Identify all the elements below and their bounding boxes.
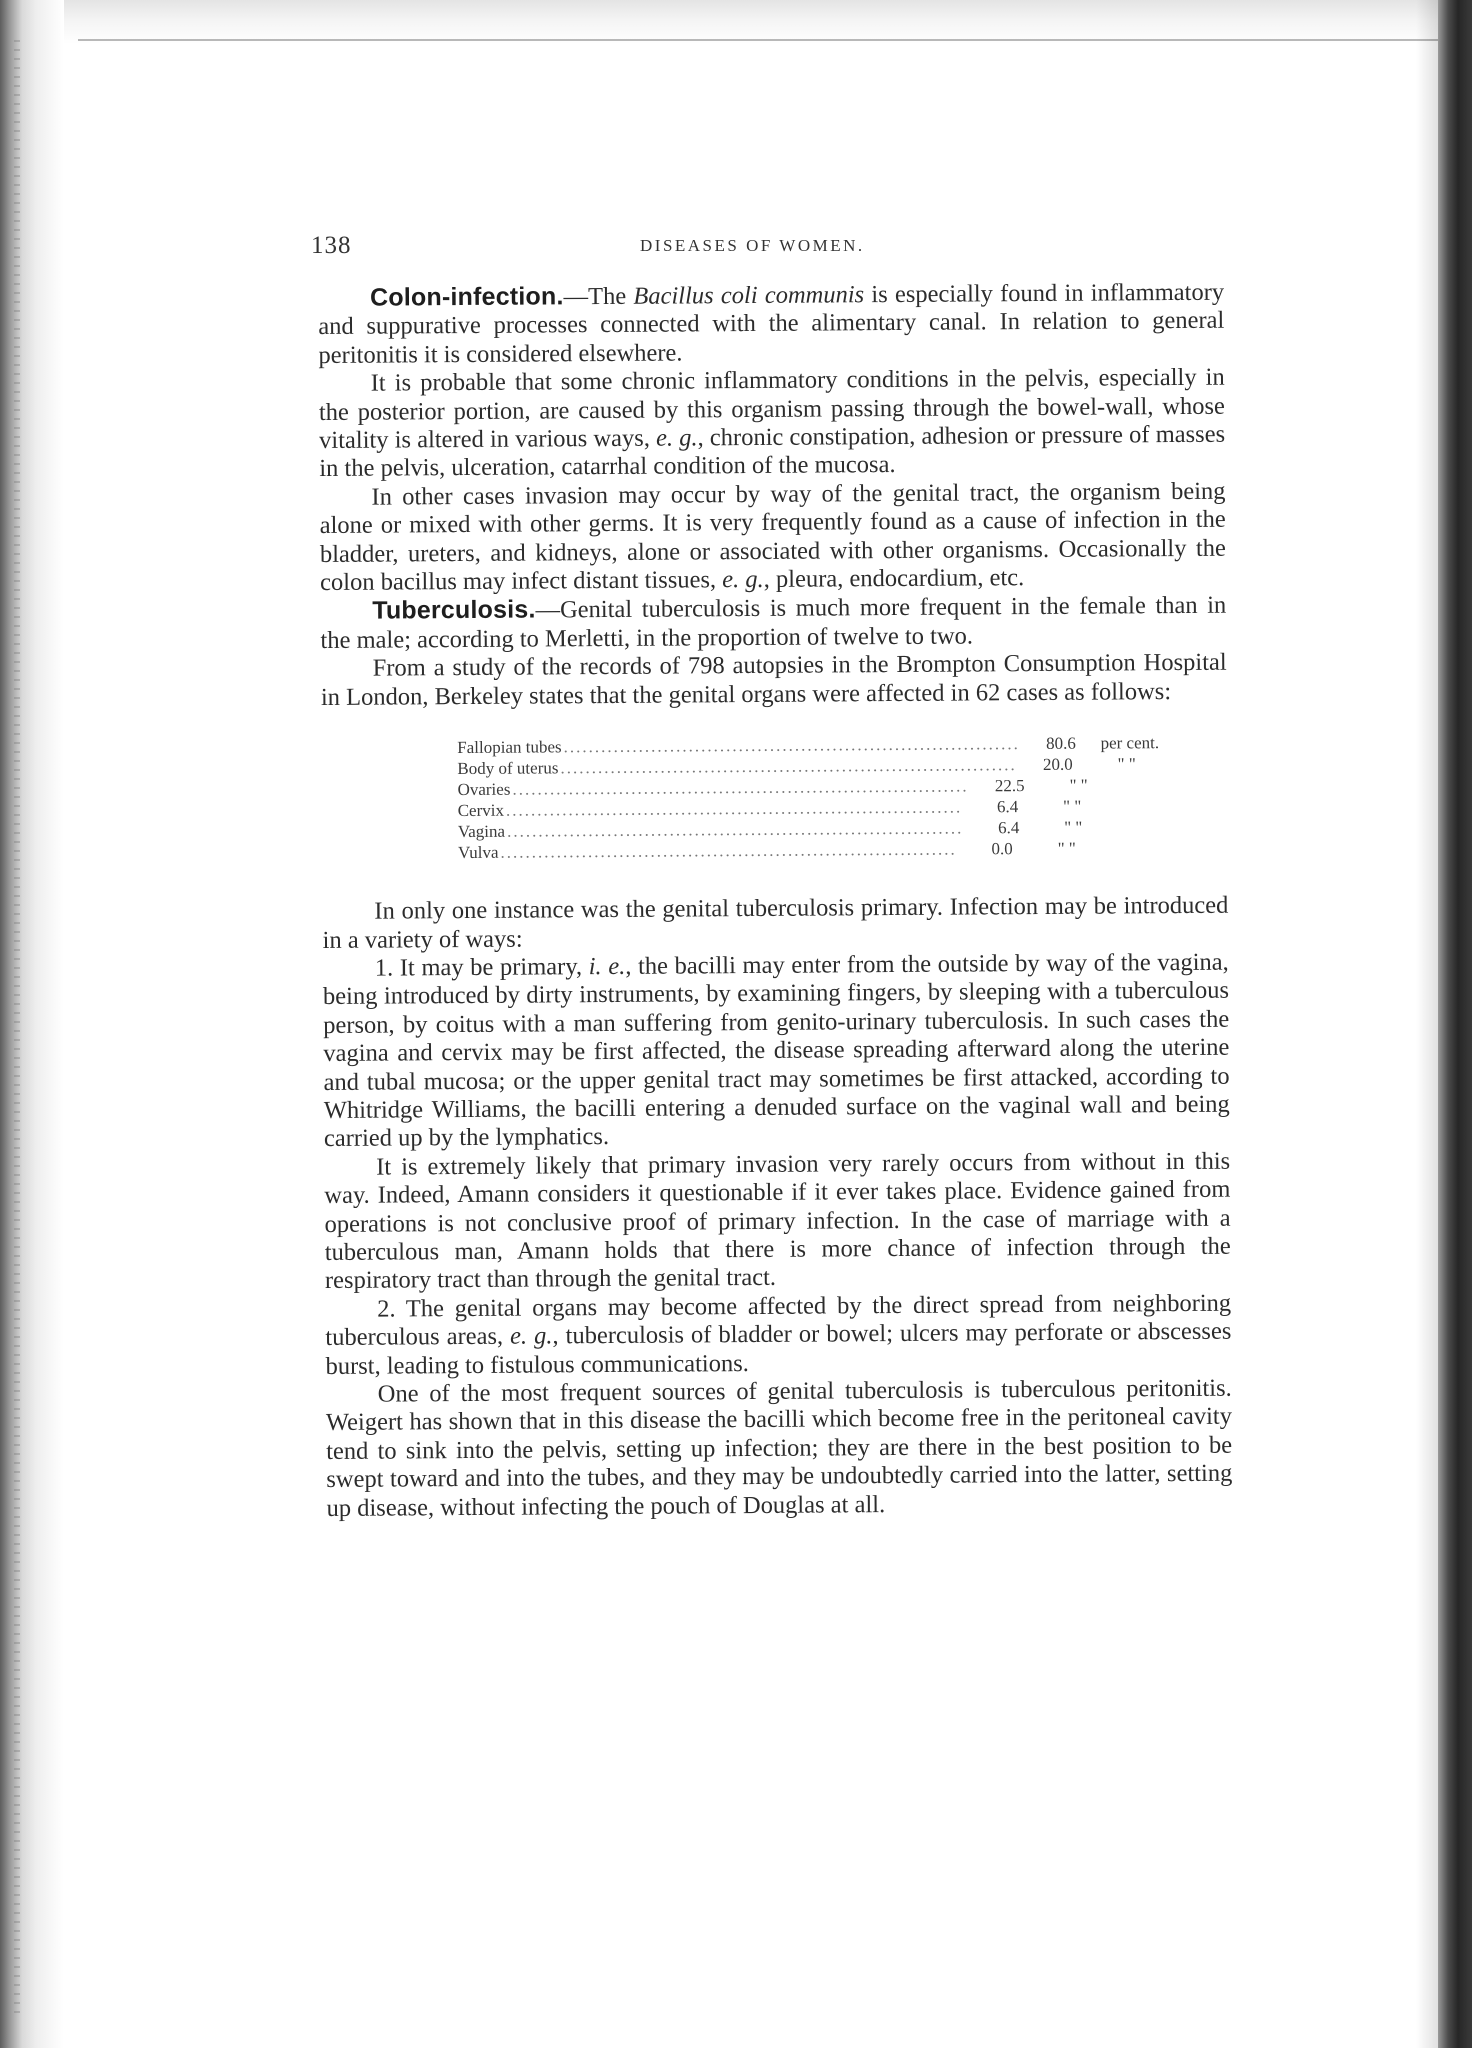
colon-p3-eg: e. g.	[722, 565, 764, 594]
colon-p1-rest: is especially found in inflammatory and suppurative processes connected with the alimentary canal. In relation to general peritonitis it is considered elsewhere.	[318, 278, 1225, 369]
item2-start: 2. The genital organs may become affected by the direct spread from neighboring tuberculous areas,	[325, 1289, 1232, 1352]
colon-p3-start: In other cases invasion may occur by way of the genital tract, the organism being alone or mixed with other germs. It is very frequently found as a cause of infection in the bladder, ureters, and kidneys, alone or associated with other organisms. Occasionally the colon bacillus may infect distant tissues,	[319, 477, 1226, 597]
leader-dots: .........................................................................	[563, 734, 1020, 757]
page-number: 138	[311, 232, 352, 259]
colon-paragraph-2	[319, 364, 1226, 484]
colon-p3-end: , pleura, endocardium, etc.	[763, 564, 1025, 593]
table-value: 0.0	[991, 839, 1013, 859]
autopsy-statistics-table	[457, 733, 1160, 863]
colon-p2-eg: e. g.	[655, 424, 698, 452]
table-unit: " "	[1069, 775, 1088, 795]
scan-right-edge	[1438, 0, 1472, 2048]
item1-ie: i. e.	[588, 952, 626, 981]
table-value: 20.0	[1042, 754, 1073, 775]
tuberculosis-paragraph-2: From a study of the records of 798 autopsies in the Brompton Consumption Hospital in London, Berkeley states that the genital organs were affected in 62 cases as follows:	[320, 648, 1227, 711]
table-unit: " "	[1117, 754, 1136, 774]
section-heading-colon-infection: Colon-infection.	[369, 282, 564, 312]
item1-end: , the bacilli may enter from the outside by way of the vagina, being introduced by dirty instruments, by examining fingers, by sleeping with a tuberculous person, by coitus with a man suffering from genito-urinary tuberculosis. In such cases the vagina and cervix may be first affected, the disease spreading afterward along the uterine and tubal mucosa; or the upper genital tract may sometimes be first attacked, according to Whitridge Williams, the bacilli entering a denuded surface on the vaginal wall and being carried up by the lymphatics.	[322, 948, 1230, 1153]
scan-binding-edge	[0, 0, 64, 2048]
table-value: 6.4	[996, 797, 1019, 817]
table-unit: " "	[1064, 817, 1083, 837]
colon-paragraph-1	[318, 278, 1225, 371]
colon-p1-bacillus-name: Bacillus coli communis	[633, 281, 865, 310]
page-body	[318, 278, 1233, 1523]
table-row	[458, 838, 1098, 863]
table-value: 22.5	[994, 776, 1025, 796]
table-organ: Fallopian tubes	[457, 737, 562, 758]
scan-binding-texture	[14, 40, 20, 2020]
colon-p2-end: , chronic constipation, adhesion or pressure of masses in the pelvis, ulceration, catarrhal condition of the mucosa.	[319, 420, 1226, 483]
table-organ: Vulva	[457, 842, 499, 863]
section-heading-tuberculosis: Tuberculosis.	[372, 595, 536, 626]
colon-paragraph-3	[319, 478, 1226, 598]
table-organ: Ovaries	[457, 779, 511, 800]
colon-p1-intro: —The	[563, 282, 634, 311]
tuberculosis-paragraph-3: In only one instance was the genital tuberculosis primary. Infection may be introduced in a variety of ways:	[322, 891, 1229, 954]
item2-end: , tuberculosis of bladder or bowel; ulcers may perforate or abscesses burst, leading to fistulous communications.	[325, 1317, 1232, 1380]
leader-dots: .........................................................................	[506, 818, 964, 841]
leader-dots: .........................................................................	[512, 776, 969, 799]
leader-dots: .........................................................................	[500, 839, 957, 862]
tuberculosis-list-item-2	[325, 1289, 1232, 1381]
table-organ: Cervix	[457, 800, 505, 821]
item1-start: 1. It may be primary,	[374, 953, 589, 982]
tuberculosis-paragraph-1	[320, 591, 1226, 655]
colon-p2-start: It is probable that some chronic inflammatory conditions in the pelvis, especially in the posterior portion, are caused by this organism passing through the bowel-wall, whose vitality is altered in various ways,	[318, 363, 1225, 455]
leader-dots: .........................................................................	[560, 755, 1017, 778]
table-unit: " "	[1057, 838, 1076, 858]
tuberculosis-list-item-1	[323, 949, 1230, 1154]
table-unit: " "	[1063, 796, 1082, 816]
table-unit: per cent.	[1100, 733, 1160, 753]
tuberculosis-paragraph-4: It is extremely likely that primary invasion very rarely occurs from without in this way. Indeed, Amann considers it questionable if it ever takes place. Evidence gained from operations is not conclusive proof of primary infection. In the case of marriage with a tuberculous man, Amann holds that there is more chance of infection through the respiratory tract than through the genital tract.	[324, 1147, 1231, 1295]
tuberculosis-paragraph-5: One of the most frequent sources of genital tuberculosis is tuberculous peritonitis. Weigert has shown that in this disease the bacilli which become free in the peritoneal cavity tend to sink into the pelvis, setting up infection; they are there in the best position to be swept toward and into the tubes, and they may be undoubtedly carried into the latter, setting up disease, without infecting the pouch of Douglas at all.	[325, 1374, 1233, 1522]
leader-dots: .........................................................................	[505, 797, 963, 820]
table-value: 6.4	[997, 818, 1020, 838]
scan-right-shadow	[1416, 0, 1438, 2048]
item2-eg: e. g.	[510, 1322, 553, 1350]
table-organ: Vagina	[457, 821, 506, 842]
tuberculosis-p1-text: —Genital tuberculosis is much more frequent in the female than in the male; according to Merletti, in the proportion of twelve to two.	[320, 592, 1227, 654]
table-organ: Body of uterus	[457, 758, 559, 779]
scan-top-edge	[64, 0, 1444, 44]
table-value: 80.6	[1046, 733, 1076, 754]
page-top-border	[78, 39, 1440, 41]
running-head: DISEASES OF WOMEN.	[640, 236, 865, 255]
